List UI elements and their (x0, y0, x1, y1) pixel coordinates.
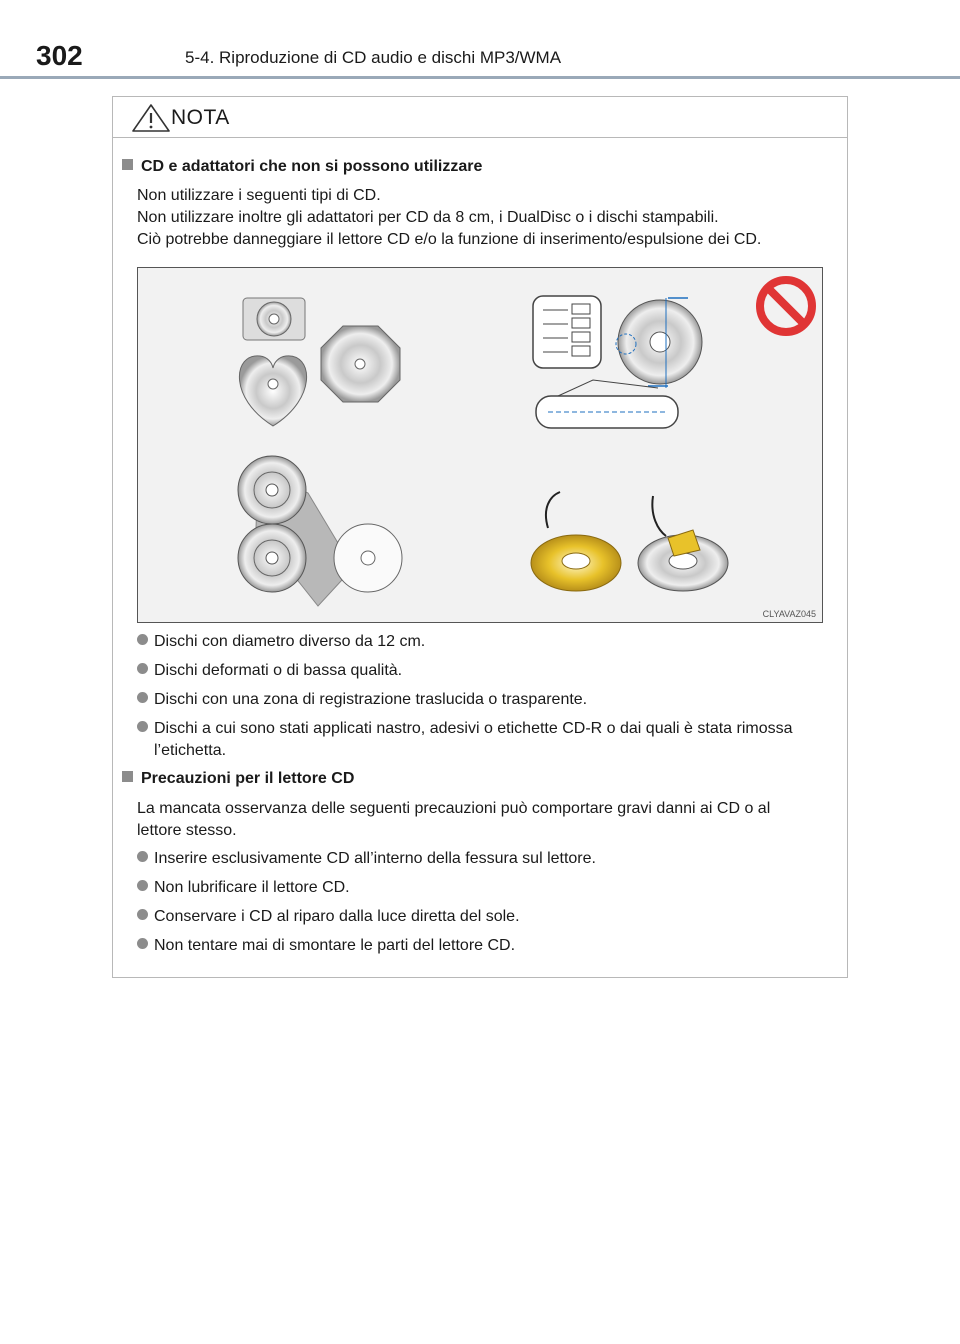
warning-triangle-icon (131, 103, 171, 133)
section-title: 5-4. Riproduzione di CD audio e dischi MP3/WMA (185, 48, 562, 67)
labeled-discs-icon (531, 492, 728, 591)
adapter-discs-icon (238, 456, 402, 606)
round-bullet-icon (137, 663, 148, 674)
paragraph-line: lettore stesso. (137, 822, 237, 839)
list-item: Dischi con diametro diverso da 12 cm. (137, 631, 425, 653)
list-item: Non tentare mai di smontare le parti del lettore CD. (137, 935, 515, 957)
section-heading-player-precautions: Precauzioni per il lettore CD (122, 768, 354, 790)
note-header (113, 97, 847, 138)
page-number: 302 (36, 40, 83, 71)
paragraph-line: Non utilizzare i seguenti tipi di CD. (137, 187, 381, 204)
list-item: Inserire esclusivamente CD all’interno della fessura sul lettore. (137, 848, 596, 870)
list-item-continuation: l’etichetta. (154, 742, 227, 759)
round-bullet-icon (137, 851, 148, 862)
heart-disc-icon (239, 356, 306, 426)
paragraph-line: Non utilizzare inoltre gli adattatori per CD da 8 cm, i DualDisc o i dischi stampabili. (137, 209, 719, 226)
figure-code: CLYAVAZ045 (762, 609, 816, 619)
page-header (0, 0, 960, 80)
list-item: Dischi a cui sono stati applicati nastro, adesivi o etichette CD-R o dai quali è stata rimossa (137, 718, 793, 740)
round-bullet-icon (137, 880, 148, 891)
list-item: Non lubrificare il lettore CD. (137, 877, 350, 899)
round-bullet-icon (137, 634, 148, 645)
prohibited-icon (760, 280, 812, 332)
list-item: Conservare i CD al riparo dalla luce diretta del sole. (137, 906, 520, 928)
list-item: Dischi con una zona di registrazione traslucida o trasparente. (137, 689, 587, 711)
paragraph-line: La mancata osservanza delle seguenti precauzioni può comportare gravi danni ai CD o al (137, 800, 771, 817)
square-bullet-icon (122, 771, 133, 782)
list-item: Dischi deformati o di bassa qualità. (137, 660, 402, 682)
section-heading-unusable-cds: CD e adattatori che non si possono utilizzare (122, 156, 482, 178)
square-disc-icon (243, 298, 305, 340)
dualdisc-diagram-icon (533, 296, 702, 428)
round-bullet-icon (137, 721, 148, 732)
round-bullet-icon (137, 909, 148, 920)
header-divider (0, 76, 960, 79)
cd-illustration (137, 267, 823, 623)
note-title: NOTA (171, 106, 230, 129)
round-bullet-icon (137, 692, 148, 703)
square-bullet-icon (122, 159, 133, 170)
octagon-disc-icon (321, 326, 400, 402)
paragraph-line: Ciò potrebbe danneggiare il lettore CD e/o la funzione di inserimento/espulsione dei CD. (137, 231, 762, 248)
round-bullet-icon (137, 938, 148, 949)
